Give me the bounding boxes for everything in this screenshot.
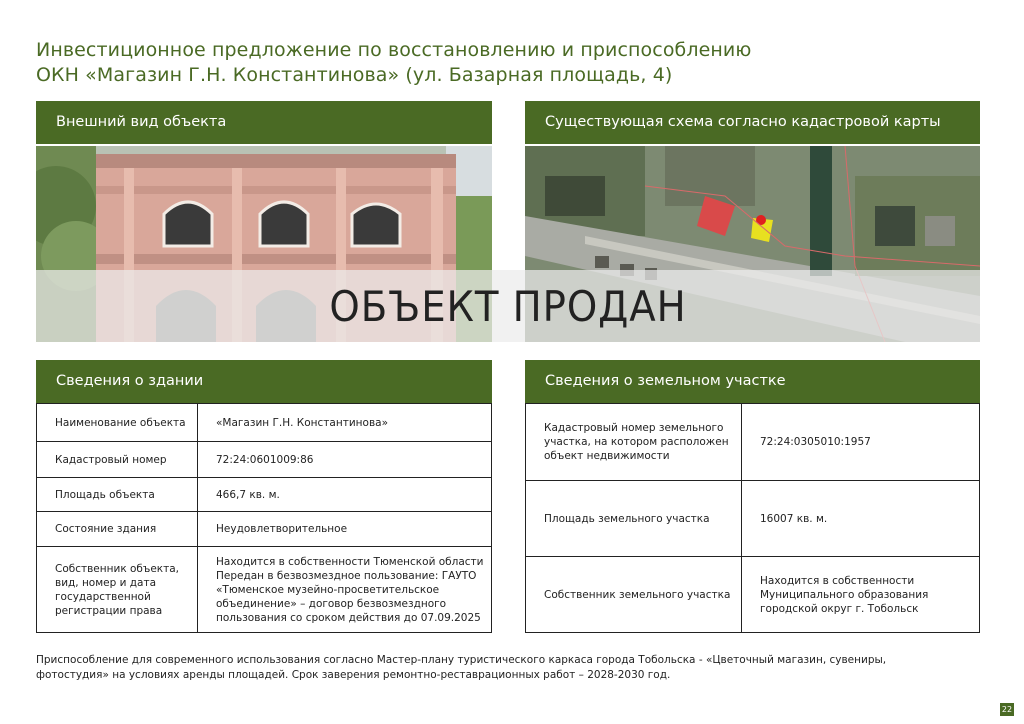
cadastral-map-header: Существующая схема согласно кадастровой карты (525, 101, 980, 144)
land-cadastral-label: Кадастровый номер земельного участка, на котором расположен объект недвижимости (526, 404, 742, 481)
building-info-table (36, 403, 492, 633)
land-area-label: Площадь земельного участка (526, 481, 742, 557)
land-owner-label: Собственник земельного участка (526, 557, 742, 633)
building-area-label: Площадь объекта (37, 478, 198, 512)
footer-note: Приспособление для современного использования согласно Мастер-плану туристического каркаса города Тобольска - «Цветочный магазин, сувениры, фотостудия» на условиях аренды площадей. Срок заверения ремонтно-реставрационных работ – 2028-2030 год. (36, 654, 887, 681)
building-area-value: 466,7 кв. м. (198, 478, 492, 512)
table-row (526, 404, 980, 481)
page-title (36, 38, 936, 88)
building-owner-value: Находится в собственности Тюменской области Передан в безвозмездное пользование: ГАУТО «Тюменское музейно-просветительское объединение» – договор безвозмездного пользования со сроком действия до 07.09.2025 (198, 547, 492, 633)
cadastral-number-value: 72:24:0601009:86 (198, 442, 492, 478)
land-info-table (525, 403, 980, 633)
cadastral-number-label: Кадастровый номер (37, 442, 198, 478)
exterior-view-header: Внешний вид объекта (36, 101, 492, 144)
sold-overlay-text: ОБЪЕКТ ПРОДАН (329, 282, 687, 331)
building-name-value: «Магазин Г.Н. Константинова» (198, 404, 492, 442)
table-row (37, 478, 492, 512)
title-line-1: Инвестиционное предложение по восстановлению и приспособлению (36, 39, 752, 61)
page-number: 22 (1001, 705, 1013, 714)
building-condition-value: Неудовлетворительное (198, 512, 492, 547)
table-row (37, 442, 492, 478)
table-row (37, 547, 492, 633)
title-line-2: ОКН «Магазин Г.Н. Константинова» (ул. Базарная площадь, 4) (36, 64, 673, 86)
table-row (526, 557, 980, 633)
building-name-label: Наименование объекта (37, 404, 198, 442)
land-info-header: Сведения о земельном участке (525, 360, 980, 403)
building-owner-label: Собственник объекта, вид, номер и дата государственной регистрации права (37, 547, 198, 633)
building-info-header: Сведения о здании (36, 360, 492, 403)
land-owner-value: Находится в собственности Муниципального образования городской округ г. Тобольск (742, 557, 980, 633)
building-condition-label: Состояние здания (37, 512, 198, 547)
table-row (526, 481, 980, 557)
land-cadastral-value: 72:24:0305010:1957 (742, 404, 980, 481)
land-area-value: 16007 кв. м. (742, 481, 980, 557)
table-row (37, 512, 492, 547)
table-row (37, 404, 492, 442)
